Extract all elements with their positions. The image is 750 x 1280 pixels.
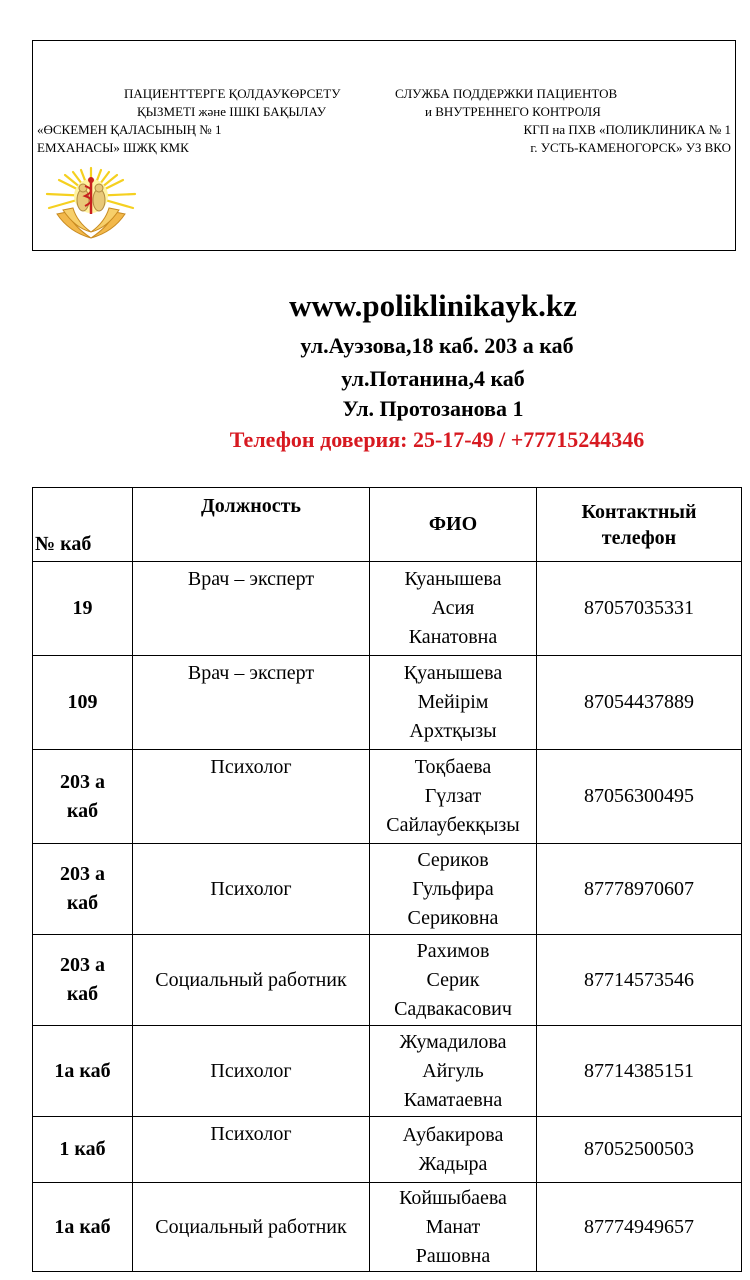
kz-header-line-3: «ӨСКЕМЕН ҚАЛАСЫНЫҢ № 1 (37, 122, 222, 137)
room-line: каб (66, 799, 99, 822)
ru-header-line-3: КГП на ПХВ «ПОЛИКЛИНИКА № 1 (523, 122, 731, 137)
address-line-1: ул.Ауэзова,18 каб. 203 а каб (300, 333, 574, 358)
table-row (33, 656, 742, 750)
name-cell (370, 656, 537, 750)
name-cell (370, 935, 537, 1026)
name-cell (370, 1026, 537, 1117)
address-line-2: ул.Потанина,4 каб (341, 366, 525, 391)
name-line: Рахимов (416, 939, 490, 962)
name-line: Манат (425, 1215, 481, 1238)
room-line: 1 каб (59, 1138, 106, 1160)
name-line: Гүлзат (424, 785, 482, 807)
header-phone (537, 488, 742, 562)
header-name: ФИО (370, 488, 537, 562)
table-row (33, 935, 742, 1026)
room-line: каб (66, 892, 99, 914)
kz-header-line-1: ПАЦИЕНТТЕРГЕ ҚОЛДАУКӨРСЕТУ (124, 86, 341, 101)
table-row (33, 1117, 742, 1183)
name-cell (370, 562, 537, 656)
ru-header-line-2: и ВНУТРЕННЕГО КОНТРОЛЯ (425, 104, 601, 119)
phone-cell: 87714573546 (537, 935, 742, 1026)
header-room: № каб (33, 488, 133, 562)
position-cell: Социальный работник (133, 1183, 370, 1272)
name-line: Қуанышева (403, 662, 503, 684)
letterhead (32, 40, 736, 251)
room-cell (33, 656, 133, 750)
table-row (33, 844, 742, 935)
name-line: Тоқбаева (414, 756, 492, 778)
header-position: Должность (133, 488, 370, 562)
name-cell (370, 750, 537, 844)
kz-header-line-2: ҚЫЗМЕТІ және ІШКІ БАҚЫЛАУ (137, 104, 326, 119)
position-cell: Психолог (133, 844, 370, 935)
phone-cell: 87778970607 (537, 844, 742, 935)
table-row (33, 1183, 742, 1272)
header-phone-line-1: Контактный (581, 500, 697, 523)
website-url: www.poliklinikayk.kz (289, 288, 577, 323)
room-line: 203 а (60, 954, 105, 976)
address-line-3: Ул. Протозанова 1 (342, 396, 524, 421)
kz-header-line-4: ЕМХАНАСЫ» ШЖҚ КМК (37, 140, 189, 155)
name-cell (370, 844, 537, 935)
table-row (33, 562, 742, 656)
room-line: 1а каб (54, 1059, 111, 1082)
name-line: Койшыбаева (399, 1186, 507, 1209)
ru-header-line-1: СЛУЖБА ПОДДЕРЖКИ ПАЦИЕНТОВ (395, 86, 618, 101)
name-line: Серик (426, 968, 480, 991)
phone-cell: 87054437889 (537, 656, 742, 750)
room-cell (33, 750, 133, 844)
phone-cell: 87057035331 (537, 562, 742, 656)
room-cell (33, 562, 133, 656)
staff-contact-table (32, 487, 742, 1272)
position-cell: Врач – эксперт (133, 656, 370, 750)
room-line: 19 (72, 597, 93, 619)
polyclinic-logo-icon (39, 166, 143, 240)
name-line: Жадыра (418, 1152, 488, 1175)
name-line: Архтқызы (409, 720, 497, 742)
name-cell (370, 1117, 537, 1183)
position-cell: Психолог (133, 1117, 370, 1183)
room-line: 203 а (60, 770, 105, 793)
name-line: Аубакирова (402, 1123, 504, 1146)
table-row (33, 1026, 742, 1117)
name-line: Жумадилова (399, 1030, 507, 1053)
ru-header-line-4: г. УСТЬ-КАМЕНОГОРСК» УЗ ВКО (530, 140, 731, 155)
room-line: 109 (67, 691, 98, 713)
room-cell (33, 1117, 133, 1183)
name-line: Куанышева (404, 568, 502, 590)
name-line: Айгуль (422, 1059, 484, 1082)
room-cell (33, 1183, 133, 1272)
position-cell: Врач – эксперт (133, 562, 370, 656)
phone-cell: 87774949657 (537, 1183, 742, 1272)
name-line: Асия (431, 597, 475, 619)
room-line: 1а каб (54, 1215, 111, 1238)
name-line: Мейірім (417, 691, 489, 713)
room-cell (33, 935, 133, 1026)
table-header-row (33, 488, 742, 562)
name-line: Рашовна (415, 1244, 491, 1267)
room-cell (33, 1026, 133, 1117)
name-cell (370, 1183, 537, 1272)
trust-phone: Телефон доверия: 25-17-49 / +77715244346 (229, 427, 645, 452)
table-row (33, 750, 742, 844)
phone-cell: 87056300495 (537, 750, 742, 844)
phone-cell: 87052500503 (537, 1117, 742, 1183)
name-line: Сериковна (407, 906, 499, 929)
position-cell: Психолог (133, 750, 370, 844)
room-line: каб (66, 983, 99, 1005)
name-line: Сайлаубекқызы (386, 814, 520, 836)
name-line: Садвакасович (394, 997, 512, 1020)
room-cell (33, 844, 133, 935)
position-cell: Социальный работник (133, 935, 370, 1026)
name-line: Гульфира (412, 877, 494, 900)
phone-cell: 87714385151 (537, 1026, 742, 1117)
name-line: Канатовна (408, 626, 498, 648)
name-line: Каматаевна (403, 1088, 503, 1111)
name-line: Сериков (417, 848, 489, 871)
header-phone-line-2: телефон (601, 526, 677, 549)
room-line: 203 а (60, 863, 105, 885)
position-cell: Психолог (133, 1026, 370, 1117)
